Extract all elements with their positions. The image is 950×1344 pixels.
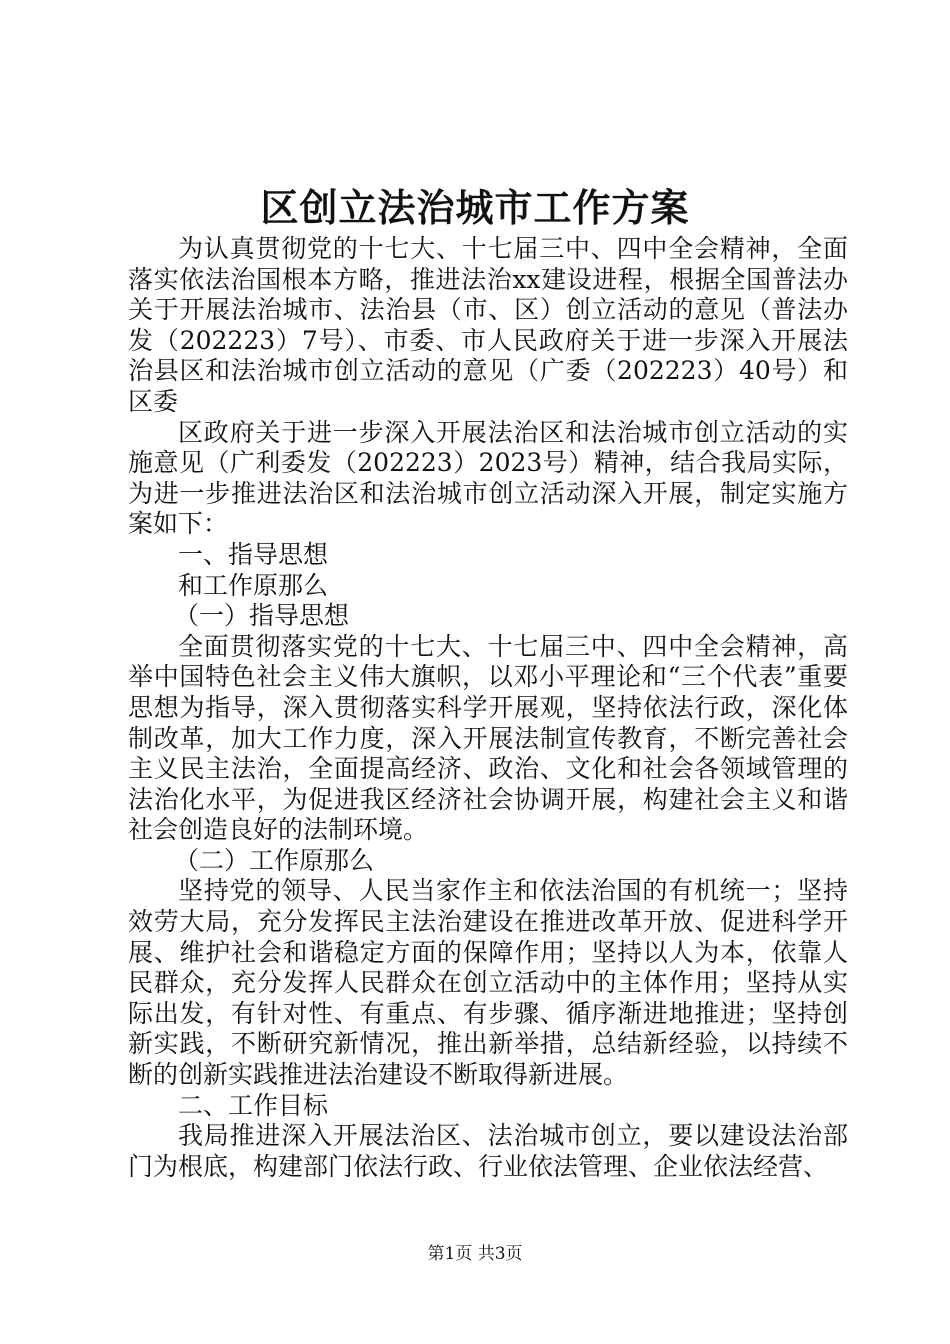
- subsection-1-text: 全面贯彻落实党的十七大、十七届三中、四中全会精神，高举中国特色社会主义伟大旗帜，以邓小平理论和“三个代表”重要思想为指导，深入贯彻落实科学开展观，坚持依法行政，深化体制改革，加大工作力度，深入开展法制宣传教育，不断完善社会主义民主法治，全面提高经济、政治、文化和社会各领域管理的法治化水平，为促进我区经济社会协调开展，构建社会主义和谐社会创造良好的法制环境。: [128, 631, 848, 845]
- intro-paragraph-2: 区政府关于进一步深入开展法治区和法治城市创立活动的实施意见（广利委发（202223）2023号）精神，结合我局实际，为进一步推进法治区和法治城市创立活动深入开展，制定实施方案如下：: [128, 417, 848, 539]
- section-2-heading: 二、工作目标: [178, 1090, 329, 1120]
- section-1-heading-continued: 和工作原那么: [178, 570, 329, 600]
- subsection-1-heading: （一）指导思想: [174, 601, 350, 631]
- section-2-text: 我局推进深入开展法治区、法治城市创立，要以建设法治部门为根底，构建部门依法行政、行业依法管理、企业依法经营、: [128, 1121, 848, 1181]
- page-number-footer: 第1页 共3页: [427, 1244, 523, 1264]
- section-1-heading: 一、指导思想: [178, 539, 329, 569]
- document-body: [128, 234, 848, 1182]
- intro-paragraph-1: 为认真贯彻党的十七大、十七届三中、四中全会精神，全面落实依法治国根本方略，推进法治xx建设进程，根据全国普法办关于开展法治城市、法治县（市、区）创立活动的意见（普法办发（202223）7号）、市委、市人民政府关于进一步深入开展法治县区和法治城市创立活动的意见（广委（202223）40号）和区委: [128, 234, 848, 416]
- document-title: 区创立法治城市工作方案: [260, 185, 690, 230]
- subsection-2-heading: （二）工作原那么: [174, 845, 375, 875]
- subsection-2-text: 坚持党的领导、人民当家作主和依法治国的有机统一；坚持效劳大局，充分发挥民主法治建设在推进改革开放、促进科学开展、维护社会和谐稳定方面的保障作用；坚持以人为本，依靠人民群众，充分发挥人民群众在创立活动中的主体作用；坚持从实际出发，有针对性、有重点、有步骤、循序渐进地推进；坚持创新实践，不断研究新情况，推出新举措，总结新经验，以持续不断的创新实践推进法治建设不断取得新进展。: [128, 876, 848, 1090]
